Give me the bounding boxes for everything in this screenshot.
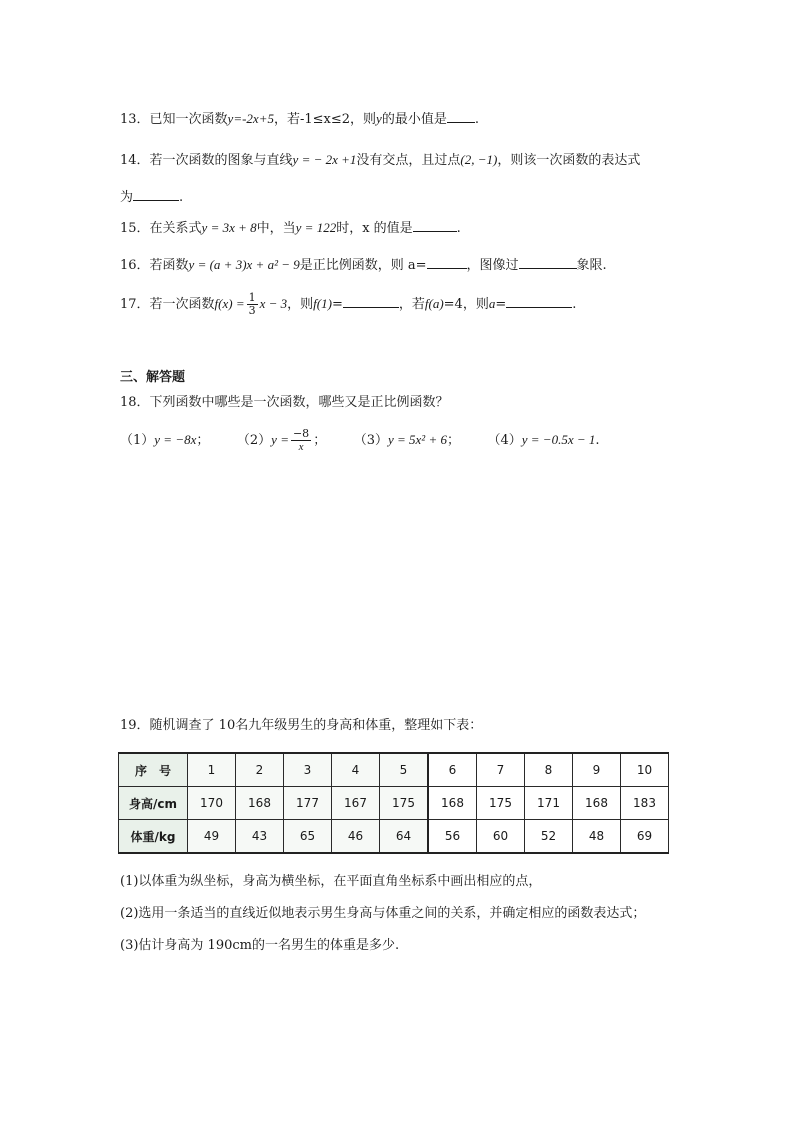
table-cell: 52 [525,820,573,854]
table-cell: 167 [332,787,380,820]
question-13 [120,108,479,130]
table-row-header: 身高/cm [119,787,188,820]
q16-text-d: 象限. [576,258,607,273]
question-18-parts [120,428,600,453]
table-cell: 175 [477,787,525,820]
q16-text-c: ，图像过 [466,258,519,273]
q18-part-2-end: ； [313,433,327,448]
question-19-step-3: (3)估计身高为 190cm的一名男生的体重是多少. [120,938,400,953]
table-cell: 7 [477,753,525,787]
q13-text-b: ，若-1≤x≤2，则 [273,112,377,127]
question-14 [120,150,640,171]
q15-text-a: 15．在关系式 [120,221,202,236]
q17-text-a: 17．若一次函数 [120,297,215,312]
q14-text-a: 14．若一次函数的图象与直线 [120,153,293,168]
question-19-step-2: (2)选用一条适当的直线近似地表示男生身高与体重之间的关系，并确定相应的函数表达式； [120,906,646,921]
q15-answer-blank[interactable] [413,217,457,232]
table-cell: 168 [573,787,621,820]
q18-part-3-label: （3） [360,433,388,448]
q13-variable: y [376,111,382,126]
table-cell: 56 [428,820,477,854]
q13-expression: y=-2x+5 [227,111,274,126]
q14-answer-blank[interactable] [133,186,179,201]
table-cell: 10 [621,753,669,787]
q17-text-b: ，则 [287,297,314,312]
q14-point: (2, −1) [460,152,498,167]
q13-end: . [474,112,479,127]
q14-line2: 为 [120,190,134,205]
q18-part-2-fraction [291,428,311,453]
q17-text-d: ，若 [398,297,425,312]
q18-part-2-label: （2） [243,433,272,448]
q13-text-a: 13．已知一次函数 [120,112,228,127]
q18-part-2-numerator: −8 [292,427,310,440]
q17-a: a [488,296,496,311]
q18-part-4-label: （4） [493,433,522,448]
table-row-weight [119,820,669,854]
q16-quadrant-blank[interactable] [519,254,577,269]
table-cell: 170 [188,787,236,820]
q13-answer-blank[interactable] [447,108,475,123]
q18-part-1 [120,433,209,448]
table-cell: 3 [284,753,332,787]
table-cell: 46 [332,820,380,854]
table-cell: 168 [428,787,477,820]
table-cell: 168 [236,787,284,820]
table-cell: 49 [188,820,236,854]
table-cell: 177 [284,787,332,820]
q18-part-3-expression: y = 5x² + 6 [387,432,447,447]
table-cell: 48 [573,820,621,854]
table-cell: 65 [284,820,332,854]
table-cell: 175 [380,787,429,820]
table-cell: 1 [188,753,236,787]
question-17 [120,292,576,317]
table-cell: 9 [573,753,621,787]
table-cell: 4 [332,753,380,787]
table-cell: 171 [525,787,573,820]
q18-part-4-expression: y = −0.5x − 1 [521,432,596,447]
question-14-line-2 [120,186,183,208]
q17-fraction-numerator: 1 [248,291,256,304]
q15-text-b: 中，当 [256,221,296,236]
q18-part-1-expression: y = −8x [154,432,197,447]
q14-text-b: 没有交点，且过点 [356,153,461,168]
q18-part-2 [243,427,327,453]
q18-part-2-denominator: x [298,441,304,453]
table-row-height [119,787,669,820]
q17-text-c: = [331,297,343,312]
q15-condition: y = 122 [295,220,337,235]
table-cell: 6 [428,753,477,787]
table-cell: 183 [621,787,669,820]
q17-text-e: =4，则 [443,297,489,312]
table-row-index [119,753,669,787]
q13-text-c: 的最小值是 [381,112,447,127]
height-weight-table [118,752,669,854]
q18-part-4 [494,433,600,448]
table-cell: 2 [236,753,284,787]
table-row-header: 序 号 [119,753,188,787]
q17-rest: x − 3 [259,296,288,311]
q16-text-b: 是正比例函数，则 a= [299,258,427,273]
table-cell: 69 [621,820,669,854]
q17-a-blank[interactable] [506,293,572,308]
table-cell: 64 [380,820,429,854]
q14-expression: y = − 2x +1 [292,152,357,167]
q18-part-1-end: ； [196,433,210,448]
q17-f1-blank[interactable] [343,293,399,308]
q17-fraction [247,292,258,317]
q18-part-1-label: （1） [120,433,155,448]
question-15 [120,217,461,239]
q14-text-c: ，则该一次函数的表达式 [497,153,641,168]
q18-part-2-lhs: y = [271,432,289,447]
q16-a-blank[interactable] [427,254,467,269]
q15-expression: y = 3x + 8 [201,220,257,235]
question-16 [120,254,607,276]
q17-f1: f(1) [313,296,332,311]
q17-fraction-denominator: 3 [248,304,256,317]
q18-part-3-end: ； [446,433,460,448]
q18-part-3 [360,433,460,448]
q17-fa: f(a) [424,296,444,311]
q15-end: . [456,221,461,236]
table-cell: 60 [477,820,525,854]
table-cell: 5 [380,753,429,787]
question-19: 19．随机调查了 10名九年级男生的身高和体重，整理如下表： [120,718,483,733]
q14-end: . [179,190,184,205]
q16-expression: y = (a + 3)x + a² − 9 [188,257,300,272]
section-heading-3: 三、解答题 [120,370,186,385]
table-cell: 43 [236,820,284,854]
question-18: 18．下列函数中哪些是一次函数，哪些又是正比例函数？ [120,395,449,410]
q15-text-c: 时，x 的值是 [336,221,413,236]
q18-part-4-end: . [595,433,600,448]
table-row-header: 体重/kg [119,820,188,854]
q16-text-a: 16．若函数 [120,258,189,273]
q17-fx: f(x) = [214,296,245,311]
table-cell: 8 [525,753,573,787]
q17-end: . [572,297,577,312]
question-19-step-1: (1)以体重为纵坐标，身高为横坐标，在平面直角坐标系中画出相应的点， [120,874,542,889]
q17-text-f: = [495,297,507,312]
